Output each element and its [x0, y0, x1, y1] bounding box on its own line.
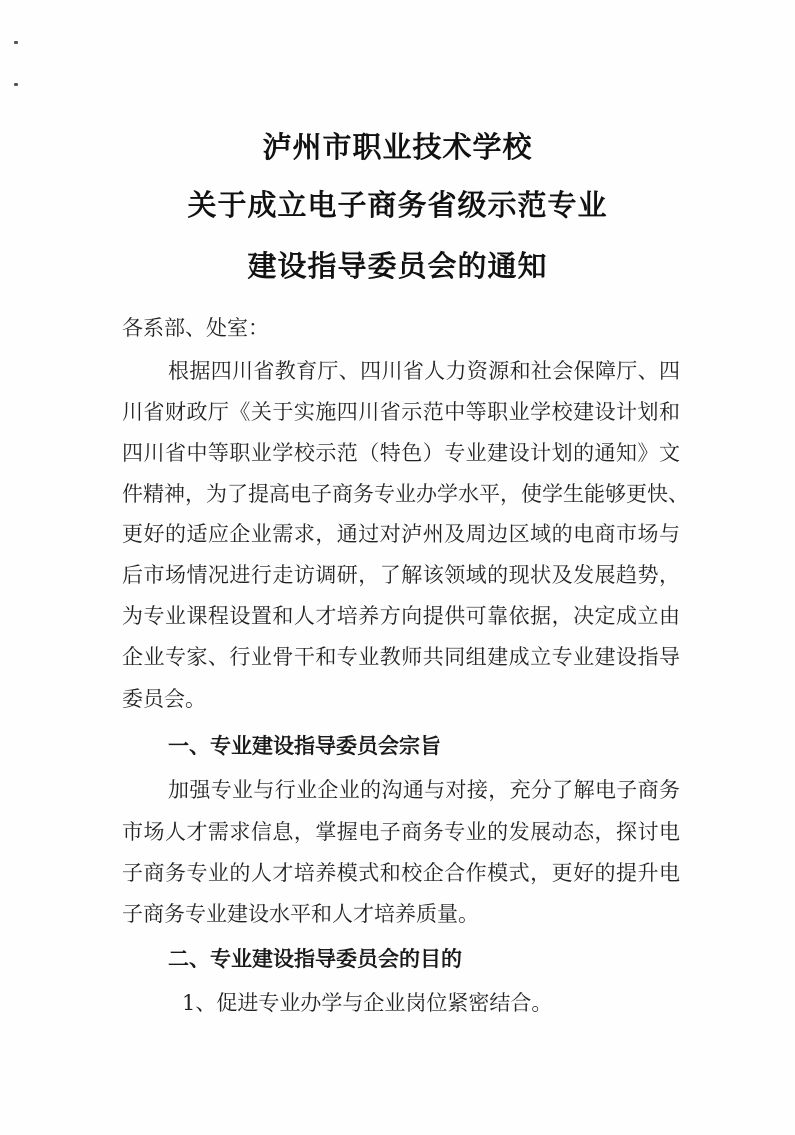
section1-line: 子商务专业建设水平和人才培养质量。	[122, 902, 479, 926]
paragraph-line: 更好的适应企业需求，通过对泸州及周边区域的电商市场与	[122, 522, 680, 546]
salutation: 各系部、处室：	[122, 316, 269, 340]
paragraph-line: 企业专家、行业骨干和专业教师共同组建成立专业建设指导	[122, 645, 680, 669]
section2-item: 1、促进专业办学与企业岗位紧密结合。	[182, 991, 553, 1015]
paragraph-line: 后市场情况进行走访调研，了解该领域的现状及发展趋势，	[122, 563, 680, 587]
paragraph-line: 委员会。	[122, 687, 206, 711]
section1-line: 子商务专业的人才培养模式和校企合作模式，更好的提升电	[122, 861, 680, 885]
paragraph-line: 根据四川省教育厅、四川省人力资源和社会保障厅、四	[168, 359, 680, 383]
document-title-line-3: 建设指导委员会的通知	[247, 249, 548, 283]
document-title-line-2: 关于成立电子商务省级示范专业	[187, 188, 608, 222]
paragraph-line: 件精神，为了提高电子商务专业办学水平，使学生能够更快、	[122, 482, 689, 506]
paragraph-line: 为专业课程设置和人才培养方向提供可靠依据，决定成立由	[122, 604, 680, 628]
section1-line: 市场人才需求信息，掌握电子商务专业的发展动态，探讨电	[122, 820, 680, 844]
paragraph-line: 四川省中等职业学校示范（特色）专业建设计划的通知》文	[122, 441, 680, 465]
document-title-line-1: 泸州市职业技术学校	[262, 130, 533, 164]
paragraph-line: 川省财政厅《关于实施四川省示范中等职业学校建设计划和	[122, 400, 680, 424]
scan-mark	[14, 83, 18, 86]
section-heading-2: 二、专业建设指导委员会的目的	[168, 947, 462, 971]
section1-line: 加强专业与行业企业的沟通与对接，充分了解电子商务	[168, 778, 680, 802]
scan-mark	[14, 41, 18, 44]
section-heading-1: 一、专业建设指导委员会宗旨	[168, 734, 441, 758]
